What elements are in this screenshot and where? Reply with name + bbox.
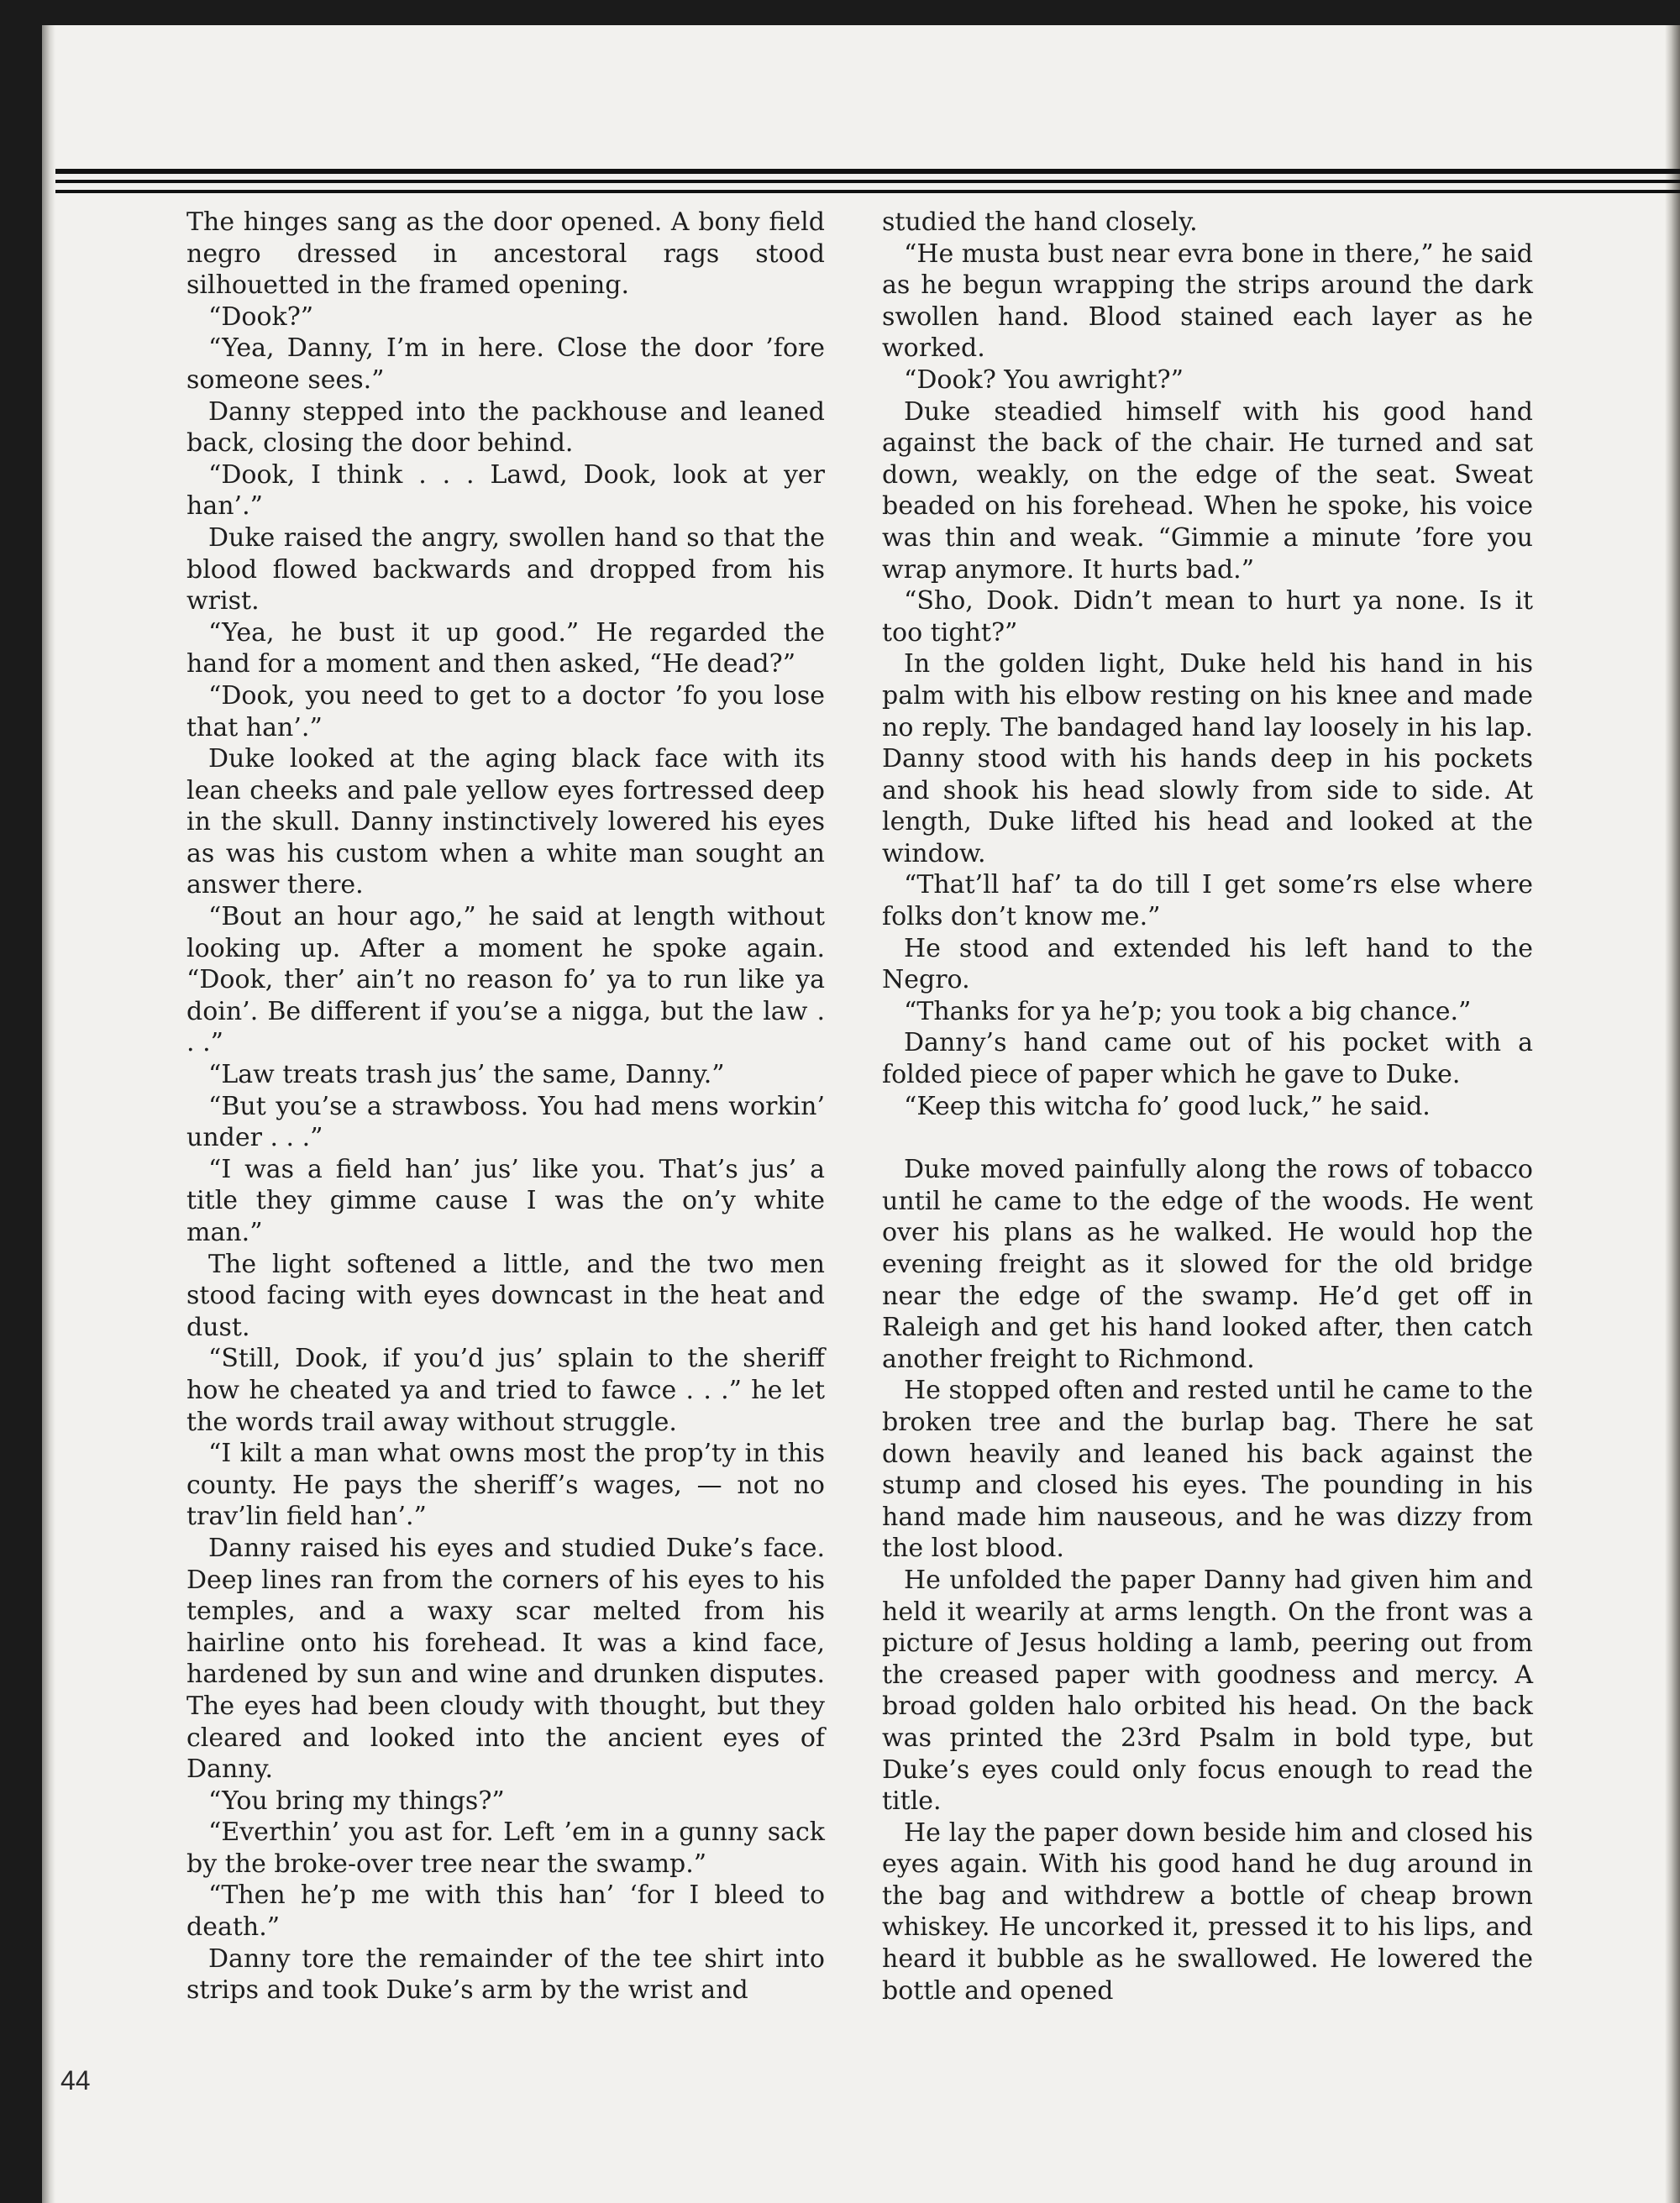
- paragraph: “Law treats trash jus’ the same, Danny.”: [208, 1060, 725, 1090]
- paragraph: Duke moved painfully along the rows of tobacco until he came to the edge of the woods. He went over his plans as he walked. He would hop the evening freight as it slowed for the old bridge near the edge of the swamp. He’d get off in Raleigh and get his hand looked after, then catch another freight to Richmond.: [882, 1155, 1533, 1374]
- paragraph: “But you’se a strawboss. You had mens workin’ under . . .”: [186, 1091, 825, 1153]
- paragraph: “Dook, I think . . . Lawd, Dook, look at yer han’.”: [186, 459, 825, 522]
- page-number: 44: [60, 2065, 91, 2095]
- paragraph: The hinges sang as the door opened. A bony field negro dressed in ancestoral rags stood silhouetted in the framed opening.: [186, 207, 825, 301]
- section-break: [882, 1122, 1533, 1154]
- paragraph: In the golden light, Duke held his hand in his palm with his elbow resting on his knee and made no reply. The bandaged hand lay loosely in his lap. Danny stood with his hands deep in his pockets and shook his head slowly from side to side. At length, Duke lifted his head and looked at the window.: [882, 649, 1533, 868]
- paragraph: He stopped often and rested until he came to the broken tree and the burlap bag. There he sat down heavily and leaned his back against the stump and closed his eyes. The pounding in his hand made him nauseous, and he was dizzy from the lost blood.: [882, 1376, 1533, 1564]
- paragraph: “Dook, you need to get to a doctor ’fo you lose that han’.”: [186, 680, 825, 742]
- left-text-column: [186, 207, 825, 2006]
- paragraph: Danny stepped into the packhouse and leaned back, closing the door behind.: [186, 396, 825, 459]
- paragraph: “Still, Dook, if you’d jus’ splain to the sheriff how he cheated ya and tried to fawce . . .” he let the words trail away without struggle.: [186, 1344, 825, 1437]
- paragraph: “I kilt a man what owns most the prop’ty in this county. He pays the sheriff’s wages, — not no trav’lin field han’.”: [186, 1439, 825, 1532]
- paragraph: “Yea, Danny, I’m in here. Close the door ’fore someone sees.”: [186, 333, 825, 395]
- paragraph: “That’ll haf’ ta do till I get some’rs else where folks don’t know me.”: [882, 870, 1533, 932]
- paragraph: “I was a field han’ jus’ like you. That’s jus’ a title they gimme cause I was the on’y white man.”: [186, 1154, 825, 1247]
- paragraph: “You bring my things?”: [208, 1786, 505, 1816]
- paragraph: Duke looked at the aging black face with its lean cheeks and pale yellow eyes fortressed deep in the skull. Danny instinctively lowered his eyes as was his custom when a white man sought an answer there.: [186, 744, 825, 900]
- paragraph: “Bout an hour ago,” he said at length without looking up. After a moment he spoke again. “Dook, ther’ ain’t no reason fo’ ya to run like ya doin’. Be different if you’se a nigga, but the law . . .”: [186, 902, 825, 1058]
- header-rule-top: [55, 169, 1680, 174]
- paragraph: “Everthin’ you ast for. Left ’em in a gunny sack by the broke-over tree near the swamp.”: [186, 1817, 825, 1879]
- paragraph: He stood and extended his left hand to the Negro.: [882, 933, 1533, 995]
- right-text-column: [882, 207, 1533, 2006]
- header-rule-middle: [55, 180, 1680, 183]
- paragraph: Danny’s hand came out of his pocket with a folded piece of paper which he gave to Duke.: [882, 1028, 1533, 1090]
- paragraph: “Dook?”: [208, 302, 314, 332]
- paragraph: Danny raised his eyes and studied Duke’s face. Deep lines ran from the corners of his eyes to his temples, and a waxy scar melted from his hairline onto his forehead. It was a kind face, hardened by sun and wine and drunken disputes. The eyes had been cloudy with thought, but they cleared and looked into the ancient eyes of Danny.: [186, 1533, 825, 1785]
- paragraph: “Dook? You awright?”: [904, 365, 1184, 395]
- paragraph: “Yea, he bust it up good.” He regarded the hand for a moment and then asked, “He dead?”: [186, 617, 825, 679]
- paragraph: studied the hand closely.: [882, 207, 1198, 237]
- paragraph: “Sho, Dook. Didn’t mean to hurt ya none. Is it too tight?”: [882, 586, 1533, 648]
- paragraph: Duke steadied himself with his good hand against the back of the chair. He turned and sat down, weakly, on the edge of the seat. Sweat beaded on his forehead. When he spoke, his voice was thin and weak. “Gimmie a minute ’fore you wrap anymore. It hurts bad.”: [882, 396, 1533, 585]
- paragraph: “Then he’p me with this han’ ‘for I bleed to death.”: [186, 1880, 825, 1943]
- header-rule-bottom: [55, 190, 1680, 193]
- page-binding-edge: [42, 25, 55, 2203]
- paragraph: He unfolded the paper Danny had given him and held it wearily at arms length. On the front was a picture of Jesus holding a lamb, peering out from the creased paper with goodness and mercy. A broad golden halo orbited his head. On the back was printed the 23rd Psalm in bold type, but Duke’s eyes could only focus enough to read the title.: [882, 1565, 1533, 1817]
- paragraph: “Thanks for ya he’p; you took a big chance.”: [904, 996, 1472, 1026]
- paragraph: The light softened a little, and the two men stood facing with eyes downcast in the heat and dust.: [186, 1249, 825, 1342]
- page-fore-edge: [1665, 25, 1680, 2203]
- paragraph: “He musta bust near evra bone in there,” he said as he begun wrapping the strips around the dark swollen hand. Blood stained each layer as he worked.: [882, 239, 1533, 364]
- paragraph: “Keep this witcha fo’ good luck,” he said.: [904, 1091, 1431, 1121]
- paragraph: Duke raised the angry, swollen hand so that the blood flowed backwards and dropped from his wrist.: [186, 522, 825, 616]
- paragraph: He lay the paper down beside him and closed his eyes again. With his good hand he dug around in the bag and withdrew a bottle of cheap brown whiskey. He uncorked it, pressed it to his lips, and heard it bubble as he swallowed. He lowered the bottle and opened: [882, 1817, 1533, 2006]
- paragraph: Danny tore the remainder of the tee shirt into strips and took Duke’s arm by the wrist and: [186, 1943, 825, 2006]
